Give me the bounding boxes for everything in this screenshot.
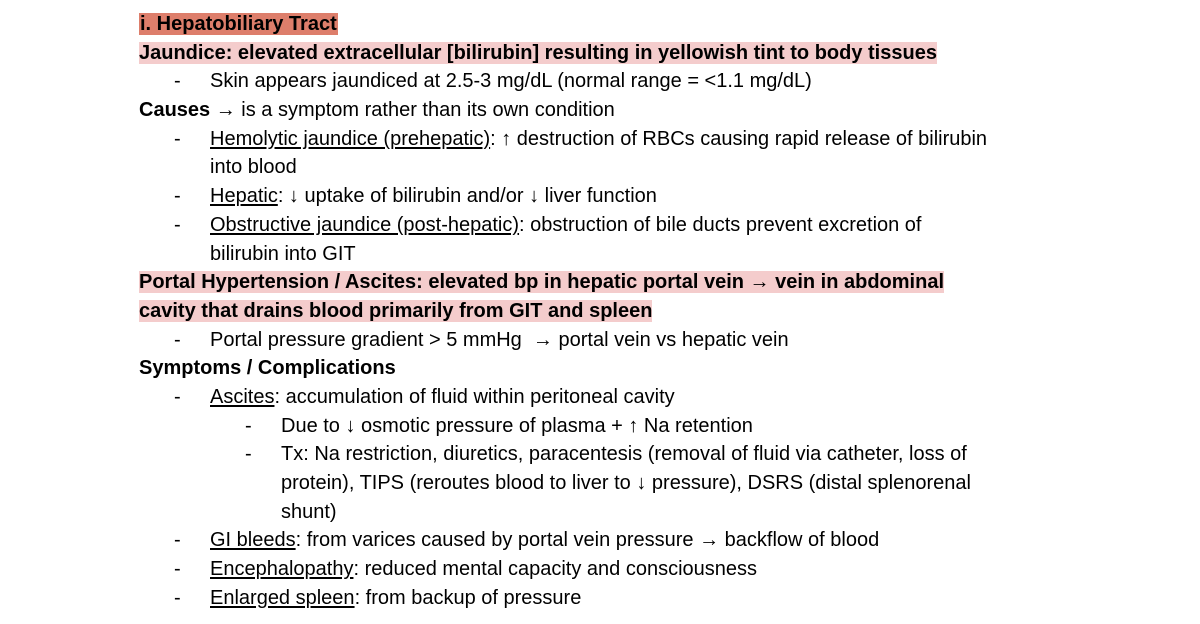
causes-line [139, 96, 1139, 125]
symptom-description: : from varices caused by portal vein pressure → backflow of blood [295, 529, 880, 552]
subitem-text-cont: shunt) [281, 500, 337, 523]
bullet: - [245, 443, 252, 466]
jaundice-heading: Jaundice: elevated extracellular [bilirubin] resulting in yellowish tint to body tissues [139, 41, 937, 64]
subitem-text: Tx: Na restriction, diuretics, paracentesis (removal of fluid via catheter, loss of [281, 443, 967, 466]
portal-detail-item [139, 326, 1139, 355]
bullet: - [174, 529, 181, 552]
symptom-item-encephalopathy [139, 555, 1139, 584]
symptom-text [210, 584, 581, 613]
symptom-text [210, 555, 757, 584]
portal-heading-line-2 [139, 297, 1139, 326]
causes-label: Causes [139, 99, 211, 122]
cause-description: : ↑ destruction of RBCs causing rapid release of bilirubin [490, 127, 988, 150]
symptom-description: : accumulation of fluid within peritoneal cavity [274, 385, 675, 408]
bullet: - [174, 127, 181, 150]
symptom-term: Encephalopathy [210, 558, 354, 581]
symptom-term: Ascites [210, 385, 275, 408]
cause-text [210, 211, 922, 240]
jaundice-heading-line [139, 39, 1139, 68]
symptom-term: GI bleeds [210, 529, 296, 552]
cause-text [210, 182, 657, 211]
cause-term: Obstructive jaundice (post-hepatic) [210, 213, 520, 236]
bullet: - [174, 328, 181, 351]
symptom-item-ascites [139, 383, 1139, 412]
cause-item-hemolytic-cont [139, 153, 1139, 182]
jaundice-detail-item [139, 67, 1139, 96]
causes-description: → is a symptom rather than its own condition [210, 99, 615, 122]
symptom-text [210, 383, 675, 412]
portal-heading-line-1 [139, 268, 1139, 297]
cause-item-hemolytic [139, 125, 1139, 154]
subitem-text: Due to ↓ osmotic pressure of plasma + ↑ Na retention [281, 414, 753, 437]
symptom-term: Enlarged spleen [210, 586, 355, 609]
bullet: - [245, 414, 252, 437]
bullet: - [174, 70, 181, 93]
cause-description-cont: into blood [210, 156, 297, 179]
symptoms-label: Symptoms / Complications [139, 357, 396, 380]
portal-heading: Portal Hypertension / Ascites: elevated bp in hepatic portal vein → vein in abdominal [139, 271, 944, 294]
cause-text [210, 125, 987, 154]
cause-term: Hemolytic jaundice (prehepatic) [210, 127, 491, 150]
symptom-item-enlarged-spleen [139, 584, 1139, 613]
cause-description: : ↓ uptake of bilirubin and/or ↓ liver function [277, 185, 657, 208]
ascites-subitem-cont [139, 469, 1139, 498]
document-body [139, 10, 1139, 612]
section-title-line [139, 10, 1139, 39]
ascites-subitem [139, 412, 1139, 441]
symptoms-line [139, 354, 1139, 383]
bullet: - [174, 185, 181, 208]
symptom-description: : reduced mental capacity and consciousness [353, 558, 758, 581]
jaundice-detail: Skin appears jaundiced at 2.5-3 mg/dL (normal range = <1.1 mg/dL) [210, 70, 812, 93]
symptom-text [210, 526, 879, 555]
symptom-description: : from backup of pressure [354, 586, 582, 609]
ascites-subitem-cont [139, 498, 1139, 527]
cause-description-cont: bilirubin into GIT [210, 242, 356, 265]
cause-item-obstructive-cont [139, 240, 1139, 269]
cause-item-obstructive [139, 211, 1139, 240]
bullet: - [174, 586, 181, 609]
bullet: - [174, 213, 181, 236]
cause-item-hepatic [139, 182, 1139, 211]
symptom-item-gi-bleeds [139, 526, 1139, 555]
ascites-subitem [139, 440, 1139, 469]
portal-detail: Portal pressure gradient > 5 mmHg → portal vein vs hepatic vein [210, 328, 789, 351]
portal-heading-cont: cavity that drains blood primarily from GIT and spleen [139, 299, 653, 322]
bullet: - [174, 558, 181, 581]
section-title: i. Hepatobiliary Tract [140, 13, 337, 35]
subitem-text-cont: protein), TIPS (reroutes blood to liver to ↓ pressure), DSRS (distal splenorenal [281, 472, 971, 494]
cause-description: : obstruction of bile ducts prevent excretion of [519, 213, 922, 236]
bullet: - [174, 385, 181, 408]
cause-term: Hepatic [210, 185, 278, 208]
